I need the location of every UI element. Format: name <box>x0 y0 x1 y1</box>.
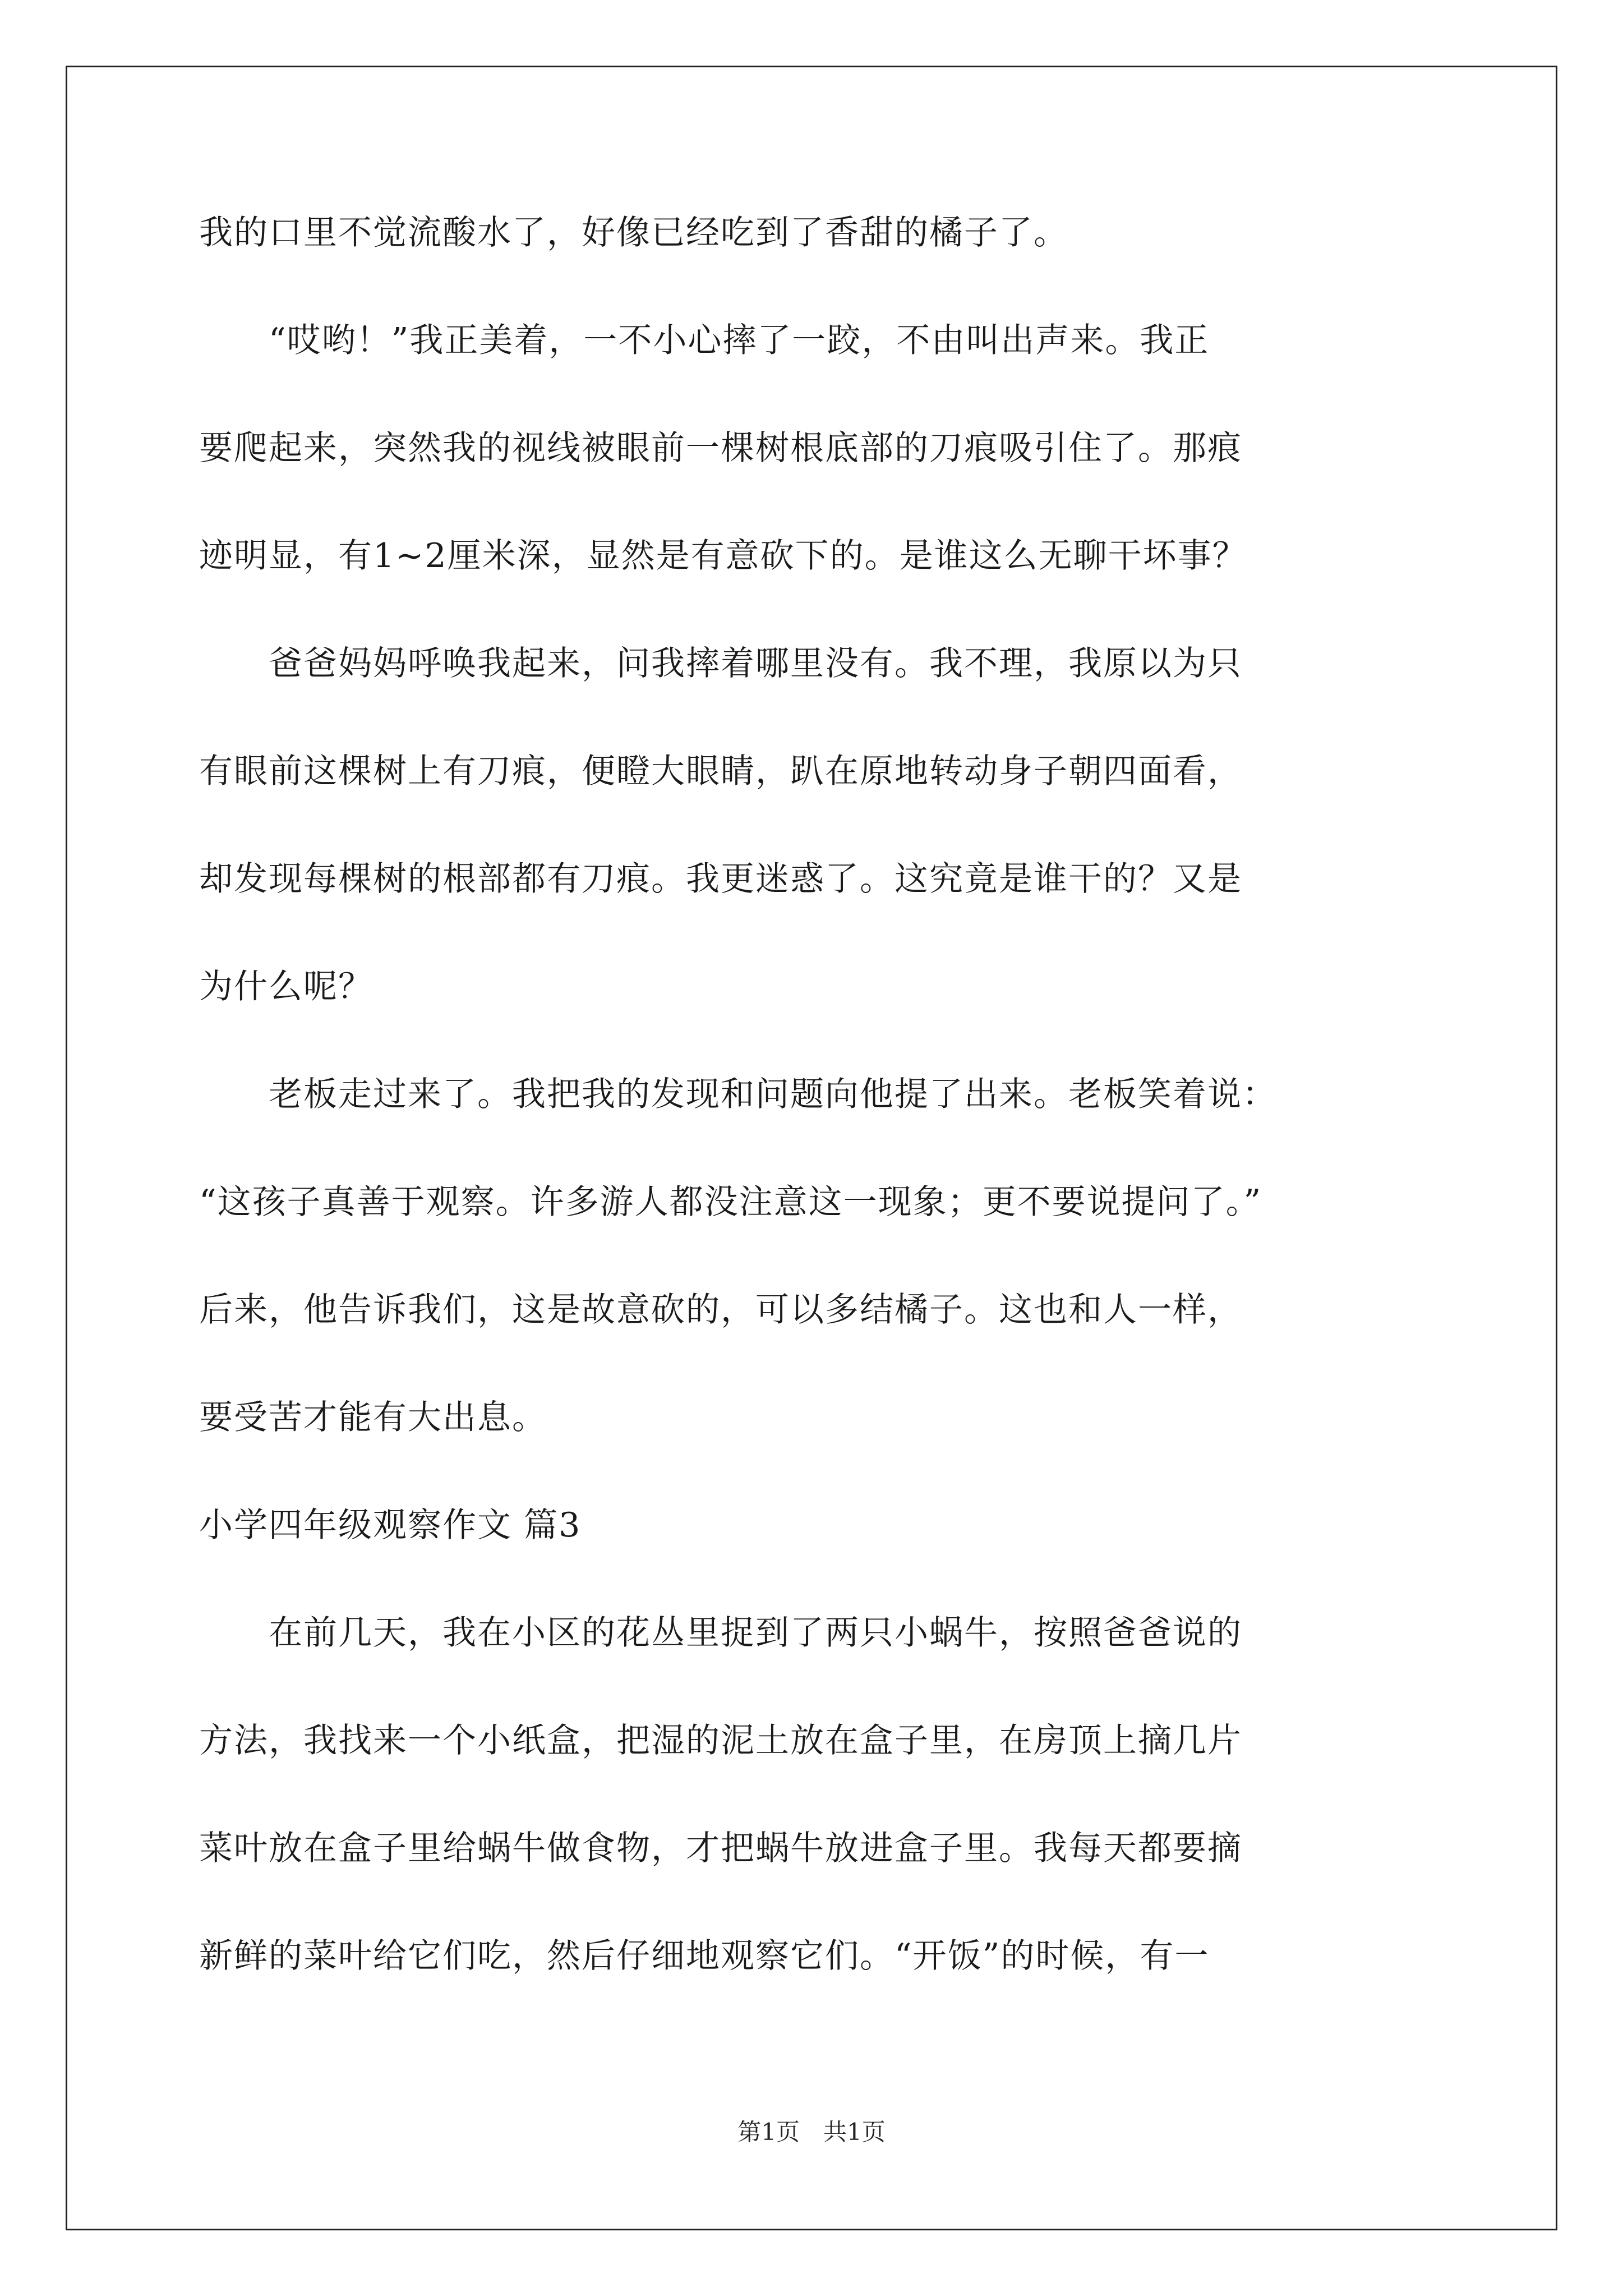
text-line: 后来，他告诉我们，这是故意砍的，可以多结橘子。这也和人一样， <box>199 1290 1242 1329</box>
page-footer: 第1页 共1页 <box>737 2118 886 2146</box>
text-line: 我的口里不觉流酸水了，好像已经吃到了香甜的橘子了。 <box>199 213 1068 252</box>
text-line: 老板走过来了。我把我的发现和问题向他提了出来。老板笑着说： <box>199 1075 1277 1114</box>
text-line: 迹明显，有1~2厘米深，显然是有意砍下的。是谁这么无聊干坏事？ <box>199 536 1247 576</box>
text-line: 在前几天，我在小区的花丛里捉到了两只小蜗牛，按照爸爸说的 <box>199 1613 1242 1653</box>
page-border <box>66 66 1557 2230</box>
text-line: 有眼前这棵树上有刀痕，便瞪大眼睛，趴在原地转动身子朝四面看， <box>199 752 1242 791</box>
text-line: 爸爸妈妈呼唤我起来，问我摔着哪里没有。我不理，我原以为只 <box>199 644 1242 683</box>
section-heading: 小学四年级观察作文 篇3 <box>199 1506 582 1545</box>
text-line: 要爬起来，突然我的视线被眼前一棵树根底部的刀痕吸引住了。那痕 <box>199 429 1242 468</box>
text-line: 却发现每棵树的根部都有刀痕。我更迷惑了。这究竟是谁干的？又是 <box>199 859 1242 899</box>
text-line: 方法，我找来一个小纸盒，把湿的泥土放在盒子里，在房顶上摘几片 <box>199 1721 1242 1760</box>
text-line: “这孩子真善于观察。许多游人都没注意这一现象；更不要说提问了。” <box>199 1182 1262 1222</box>
text-line: 为什么呢？ <box>199 967 373 1006</box>
text-line: 要受苦才能有大出息。 <box>199 1398 547 1437</box>
text-line: 新鲜的菜叶给它们吃，然后仔细地观察它们。“开饭”的时候，有一 <box>199 1936 1210 1976</box>
text-line: “哎哟！”我正美着，一不小心摔了一跤，不由叫出声来。我正 <box>199 321 1210 360</box>
text-line: 菜叶放在盒子里给蜗牛做食物，才把蜗牛放进盒子里。我每天都要摘 <box>199 1829 1242 1868</box>
